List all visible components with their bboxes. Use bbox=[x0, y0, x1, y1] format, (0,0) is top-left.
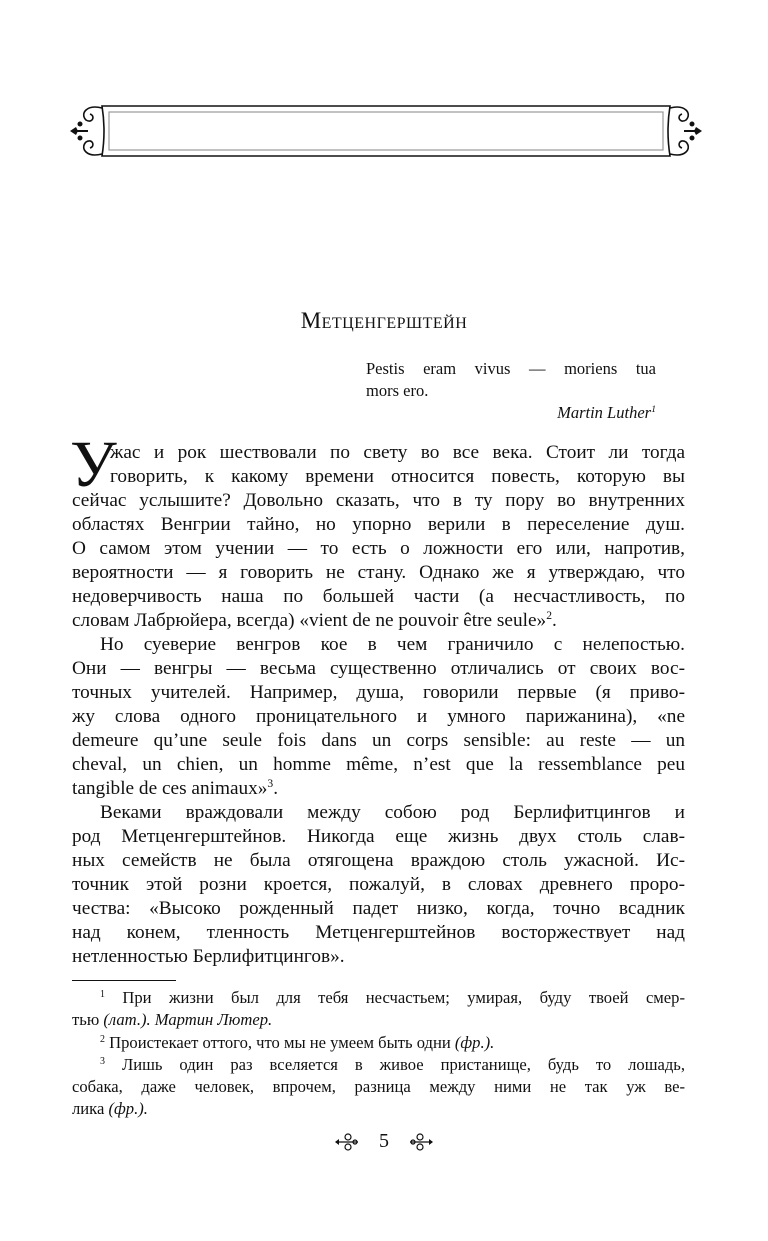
ornament-left-icon bbox=[334, 1133, 360, 1151]
footnote-number: 3 bbox=[100, 1055, 105, 1067]
line-text: точных учителей. Например, душа, говорили первые (я приво- bbox=[72, 682, 685, 703]
ornament-right-icon bbox=[408, 1133, 434, 1151]
line-text: tangible de ces animaux» bbox=[72, 778, 268, 799]
footnote-italic: (лат.). Мартин Лютер. bbox=[103, 1010, 273, 1030]
decorative-header-frame bbox=[66, 100, 706, 162]
text-line: словам Лабрюйера, всегда) «vient de ne pouvoir être seule»$^2$. bbox=[72, 609, 557, 631]
footnote-number: 1 bbox=[100, 989, 105, 1001]
line-text: demeure qu’une seule fois dans un corps sensible: au reste — un bbox=[72, 730, 685, 751]
footnote-ref: 1 bbox=[651, 404, 656, 416]
footnotes bbox=[72, 987, 685, 1121]
footnote-ref: 3 bbox=[267, 777, 274, 791]
text-line bbox=[72, 681, 685, 705]
footnote-line bbox=[72, 1076, 685, 1098]
line-text: cheval, un chien, un homme même, n’est que la ressemblance peu bbox=[72, 754, 685, 775]
line-text: точник этой розни кроется, пожалуй, в словах древнего проро- bbox=[72, 874, 685, 895]
text-line bbox=[72, 921, 685, 945]
epigraph-line: Pestis eram vivus — moriens tua bbox=[366, 359, 656, 378]
text-line bbox=[72, 657, 685, 681]
line-text: над конем, тленность Метценгерштейнов восторжествует над bbox=[72, 922, 685, 943]
text-line bbox=[72, 849, 685, 873]
line-text: чества: «Высоко рожденный падет низко, когда, точно всадник bbox=[72, 898, 685, 919]
drop-cap: У bbox=[70, 428, 117, 501]
text-line bbox=[72, 801, 685, 825]
footnote-text: лика bbox=[72, 1099, 109, 1119]
text-line bbox=[72, 705, 685, 729]
footnote-line bbox=[72, 1054, 685, 1076]
footnote-line bbox=[72, 1098, 685, 1120]
footnote-text: собака, даже человек, впрочем, разница между ними не так уж ве- bbox=[72, 1077, 685, 1097]
text-line bbox=[72, 537, 685, 561]
footnote-ref: 2 bbox=[546, 609, 552, 623]
line-text: ных семейств не была отягощена враждою столь ужасной. Ис- bbox=[72, 850, 685, 871]
footnote-italic: (фр.). bbox=[454, 1032, 495, 1052]
line-text: вероятности — я говорить не стану. Однако же я утверждаю, что bbox=[72, 562, 685, 583]
body-text bbox=[72, 441, 685, 969]
footnote-text: При жизни был для тебя несчастьем; умирая, буду твоей смер- bbox=[122, 988, 685, 1007]
line-text: нетленностью Берлифитцингов». bbox=[72, 946, 345, 967]
footnote-text: тью bbox=[72, 1010, 104, 1030]
chapter-title: Метценгерштейн bbox=[300, 308, 468, 333]
text-line bbox=[72, 825, 685, 849]
footnote-line bbox=[72, 987, 685, 1009]
footnote-text: Проистекает оттого, что мы не умеем быть одни bbox=[109, 1032, 455, 1052]
line-text: жу слова одного проницательного и умного парижанина), «ne bbox=[72, 706, 685, 727]
line-text: О самом этом учении — то есть о ложности его или, напротив, bbox=[72, 538, 685, 559]
page-footer bbox=[0, 1130, 768, 1153]
line-text: словам Лабрюйера, всегда) «vient de ne pouvoir être seule» bbox=[72, 610, 547, 631]
text-line bbox=[72, 513, 685, 537]
epigraph-author: Martin Luther$^1$ bbox=[557, 403, 656, 422]
text-line bbox=[72, 873, 685, 897]
text-line bbox=[72, 945, 685, 969]
text-line bbox=[72, 897, 685, 921]
epigraph-line: mors ero. bbox=[366, 381, 429, 400]
line-text: род Метценгерштейнов. Никогда еще жизнь двух столь слав- bbox=[72, 826, 685, 847]
page-number: 5 bbox=[379, 1130, 389, 1152]
line-text: жас и рок шествовали по свету во все века. Стоит ли тогда bbox=[110, 442, 685, 463]
footnote-line bbox=[72, 1009, 685, 1031]
line-text: Веками враждовали между собою род Берлифитцингов и bbox=[100, 802, 685, 823]
footnote-italic: (фр.). bbox=[108, 1099, 148, 1119]
footnote-line bbox=[72, 1032, 685, 1054]
text-line bbox=[72, 753, 685, 777]
text-line bbox=[72, 561, 685, 585]
line-text: недоверчивость наша по большей части (а несчастливость, по bbox=[72, 586, 685, 607]
text-line bbox=[72, 441, 685, 465]
text-line: tangible de ces animaux»$^3$. bbox=[72, 777, 279, 799]
text-line bbox=[72, 633, 685, 657]
text-line bbox=[72, 489, 685, 513]
footnote-number: 2 bbox=[100, 1033, 105, 1045]
line-text: сейчас услышите? Довольно сказать, что в ту пору во внутренних bbox=[72, 490, 685, 511]
text-line bbox=[72, 465, 685, 489]
line-text: говорить, к какому времени относится повесть, которую вы bbox=[110, 466, 685, 487]
line-text: областях Венгрии тайно, но упорно верили в переселение душ. bbox=[72, 514, 685, 535]
text-line bbox=[72, 729, 685, 753]
line-text: Они — венгры — весьма существенно отличались от своих вос- bbox=[72, 658, 685, 679]
line-text: Но суеверие венгров кое в чем граничило с нелепостью. bbox=[100, 634, 685, 655]
footnote-text: Лишь один раз вселяется в живое пристанище, будь то лошадь, bbox=[121, 1054, 686, 1074]
epigraph bbox=[366, 358, 656, 424]
text-line bbox=[72, 585, 685, 609]
footnote-divider bbox=[72, 980, 176, 981]
